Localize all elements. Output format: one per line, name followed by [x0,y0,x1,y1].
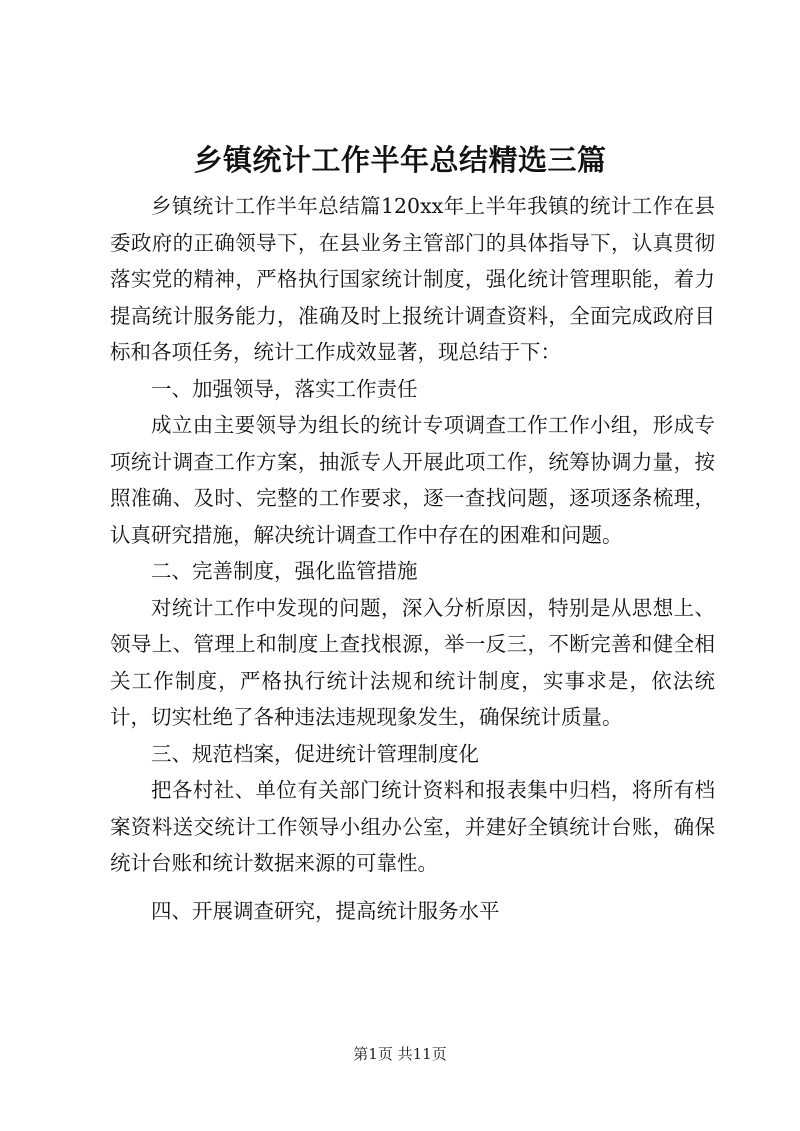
page-number-footer: 第1页 共11页 [353,1045,447,1063]
section-2-paragraph: 对统计工作中发现的问题，深入分析原因，特别是从思想上、领导上、管理上和制度上查找根源，举一反三，不断完善和健全相关工作制度，严格执行统计法规和统计制度，实事求是，依法统计，切实杜绝了各种违法违规现象发生，确保统计质量。 [110,595,715,729]
section-heading-4: 四、开展调查研究，提高统计服务水平 [151,898,500,923]
intro-paragraph: 乡镇统计工作半年总结篇120xx年上半年我镇的统计工作在县委政府的正确领导下，在县业务主管部门的具体指导下，认真贯彻落实党的精神，严格执行国家统计制度，强化统计管理职能，着力提高统计服务能力，准确及时上报统计调查资料，全面完成政府目标和各项任务，统计工作成效显著，现总结于下： [110,194,715,364]
document-title: 乡镇统计工作半年总结精选三篇 [193,143,607,177]
section-heading-1: 一、加强领导，落实工作责任 [151,376,418,401]
section-3-paragraph: 把各村社、单位有关部门统计资料和报表集中归档，将所有档案资料送交统计工作领导小组办公室，并建好全镇统计台账，确保统计台账和统计数据来源的可靠性。 [110,778,715,875]
section-heading-3: 三、规范档案，促进统计管理制度化 [151,741,479,766]
document-body [110,188,715,929]
section-heading-2: 二、完善制度，强化监管措施 [151,559,418,583]
section-1-paragraph: 成立由主要领导为组长的统计专项调查工作工作小组，形成专项统计调查工作方案，抽派专人开展此项工作，统筹协调力量，按照准确、及时、完整的工作要求，逐一查找问题，逐项逐条梳理，认真研究措施，解决统计调查工作中存在的困难和问题。 [110,413,715,547]
